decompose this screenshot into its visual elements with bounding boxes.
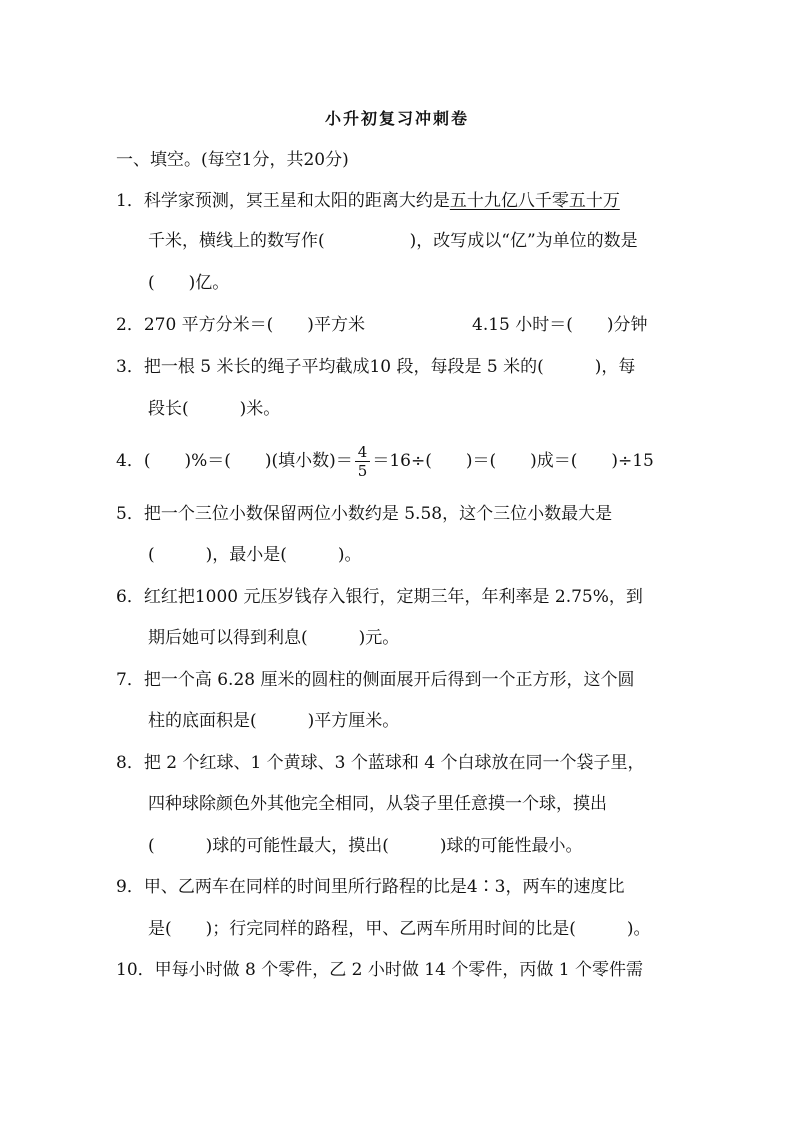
question-number: 6．	[116, 587, 144, 607]
question-number: 9．	[116, 877, 144, 897]
question-7-cont: 柱的底面积是( )平方厘米。	[148, 711, 400, 731]
question-text: 科学家预测，冥王星和太阳的距离大约是	[143, 191, 450, 211]
question-text: 把一个三位小数保留两位小数约是 5.58，这个三位小数最大是	[143, 504, 613, 524]
question-5	[116, 502, 612, 526]
question-6	[116, 585, 643, 609]
question-1-cont: 千米，横线上的数写作( )，改写成以“亿”为单位的数是	[148, 231, 638, 251]
question-text: 甲、乙两车在同样的时间里所行路程的比是4∶3，两车的速度比	[143, 877, 625, 897]
question-10	[116, 958, 643, 982]
question-9	[116, 875, 624, 899]
question-8	[116, 751, 645, 775]
question-number: 3．	[116, 357, 144, 377]
question-number: 4．	[116, 451, 144, 471]
question-6-cont: 期后她可以得到利息( )元。	[148, 628, 400, 648]
question-text-2: ＝16÷( )＝( )成＝( )÷15	[372, 451, 654, 471]
question-text: 把一个高 6.28 厘米的圆柱的侧面展开后得到一个正方形，这个圆	[143, 670, 635, 690]
question-text: 甲每小时做 8 个零件，乙 2 小时做 14 个零件，丙做 1 个零件需	[154, 960, 643, 980]
question-number: 2．	[116, 315, 144, 335]
question-text: 270 平方分米＝( )平方米	[143, 315, 365, 335]
question-text: 把 2 个红球、1 个黄球、3 个蓝球和 4 个白球放在同一个袋子里，	[143, 753, 645, 773]
question-text: ( )%＝( )(填小数)＝	[143, 451, 353, 471]
underlined-number-text: 五十九亿八千零五十万	[449, 191, 620, 211]
question-number: 5．	[116, 504, 144, 524]
question-8-cont: 四种球除颜色外其他完全相同，从袋子里任意摸一个球，摸出	[148, 794, 607, 814]
question-3	[116, 355, 635, 379]
page-title: 小升初复习冲刺卷	[324, 109, 469, 128]
question-1	[116, 189, 620, 213]
section-heading: 一、填空。(每空1分，共20分)	[116, 150, 349, 170]
question-4	[116, 442, 654, 480]
question-text: 红红把1000 元压岁钱存入银行，定期三年，年利率是 2.75%，到	[143, 587, 643, 607]
question-5-cont: ( )，最小是( )。	[148, 545, 362, 565]
fraction-numerator: 4	[355, 443, 371, 462]
question-number: 10．	[116, 960, 155, 980]
question-number: 8．	[116, 753, 144, 773]
question-2	[116, 313, 365, 337]
question-3-cont: 段长( )米。	[148, 399, 281, 419]
question-number: 1．	[116, 191, 144, 211]
question-number: 7．	[116, 670, 144, 690]
question-text: 把一根 5 米长的绳子平均截成10 段，每段是 5 米的( )，每	[143, 357, 636, 377]
question-8-cont-2: ( )球的可能性最大，摸出( )球的可能性最小。	[148, 836, 583, 856]
fraction	[355, 443, 371, 480]
question-9-cont: 是( )；行完同样的路程，甲、乙两车所用时间的比是( )。	[148, 919, 651, 939]
question-1-cont-2: ( )亿。	[148, 273, 230, 293]
question-7	[116, 668, 635, 692]
question-2-part-b: 4.15 小时＝( )分钟	[472, 315, 648, 335]
fraction-denominator: 5	[357, 462, 368, 480]
